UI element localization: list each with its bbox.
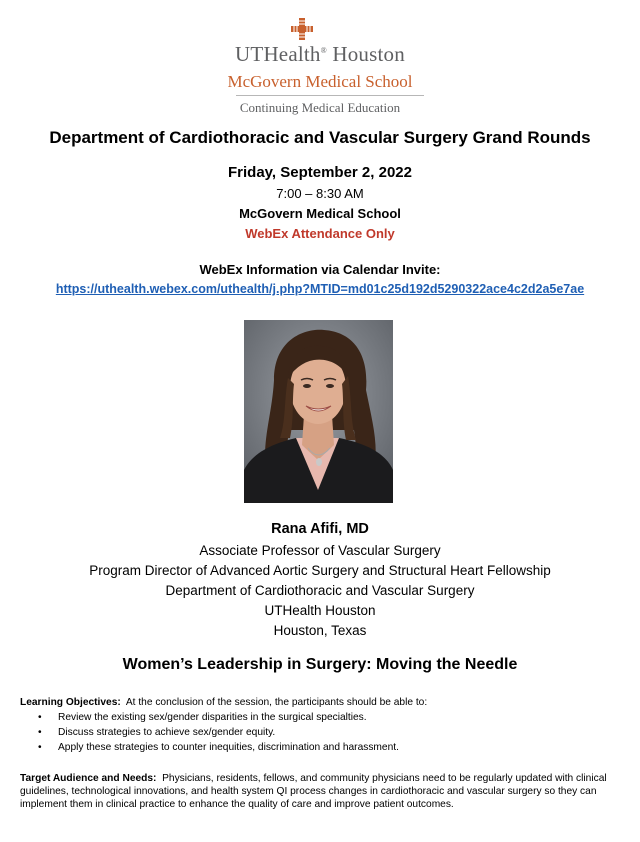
logo-houston: Houston [332, 42, 405, 66]
event-venue: McGovern Medical School [239, 206, 401, 221]
logo-department: Continuing Medical Education [239, 100, 401, 115]
learning-objectives-label: Learning Objectives: [20, 697, 121, 708]
speaker-credential: Program Director of Advanced Aortic Surgery and Structural Heart Fellowship [89, 563, 551, 578]
speaker-portrait-image [244, 320, 393, 503]
event-title: Department of Cardiothoracic and Vascular Surgery Grand Rounds [49, 128, 591, 147]
webex-link[interactable]: https://uthealth.webex.com/uthealth/j.php?MTID=md01c25d192d5290322ace4c2d2a5e7ae [55, 282, 585, 296]
bullet-icon: • [38, 712, 42, 723]
list-item [36, 740, 596, 755]
learning-objectives-intro: At the conclusion of the session, the participants should be able to: [125, 697, 428, 708]
logo-registered-mark: ® [320, 46, 327, 55]
objectives-list [36, 710, 596, 755]
speaker-credential: Associate Professor of Vascular Surgery [199, 543, 441, 558]
bullet-icon: • [38, 742, 42, 753]
logo-school-name: McGovern Medical School [227, 72, 413, 91]
objective-text: Apply these strategies to counter inequities, discrimination and harassment. [58, 742, 399, 753]
logo-wordmark [0, 42, 640, 67]
event-date: Friday, September 2, 2022 [228, 164, 412, 181]
logo-uthealth: UTHealth [235, 42, 321, 66]
target-audience [20, 772, 625, 811]
bullet-icon: • [38, 727, 42, 738]
cross-logo-icon [291, 18, 313, 40]
attendance-note: WebEx Attendance Only [245, 226, 395, 241]
target-audience-text: Physicians, residents, fellows, and community physicians need to be regularly updated with clinical guidelines, technological innovations, and health system QI process changes in cardiothoracic and vascular surgery so they can implement them in clinical practice to enhance the quality of care and improve patient outcomes. [20, 773, 607, 810]
institution-logo [0, 14, 640, 115]
webex-label: WebEx Information via Calendar Invite: [199, 262, 441, 277]
speaker-credential: UTHealth Houston [264, 603, 376, 618]
target-audience-label: Target Audience and Needs: [20, 773, 157, 784]
speaker-photo [244, 320, 393, 503]
list-item [36, 710, 596, 725]
talk-title: Women’s Leadership in Surgery: Moving the Needle [122, 656, 518, 673]
speaker-name: Rana Afifi, MD [271, 521, 369, 537]
objective-text: Discuss strategies to achieve sex/gender equity. [58, 727, 276, 738]
speaker-credential: Houston, Texas [273, 623, 367, 638]
event-time: 7:00 – 8:30 AM [276, 186, 364, 201]
list-item [36, 725, 596, 740]
objective-text: Review the existing sex/gender disparities in the surgical specialties. [58, 712, 367, 723]
learning-objectives [20, 696, 625, 709]
logo-divider [236, 95, 424, 96]
speaker-credential: Department of Cardiothoracic and Vascular Surgery [165, 583, 475, 598]
